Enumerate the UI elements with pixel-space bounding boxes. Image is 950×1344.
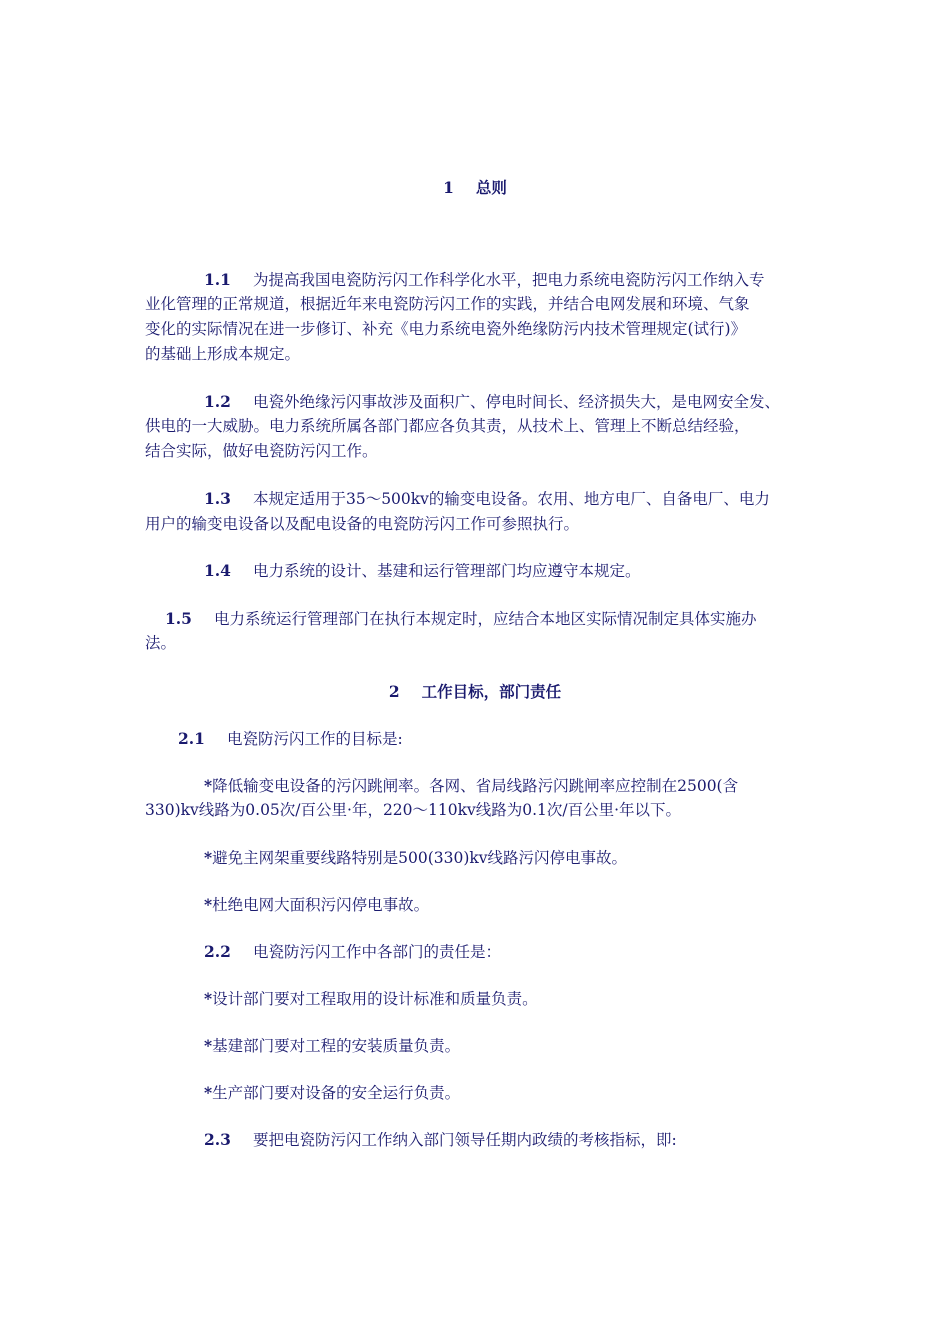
paragraph-1-2-line-2: 供电的一大威胁。电力系统所属各部门都应各负其责，从技术上、管理上不断总结经验， xyxy=(145,417,750,435)
paragraph-text: 为提高我国电瓷防污闪工作科学化水平，把电力系统电瓷防污闪工作纳入专 xyxy=(252,271,765,289)
bullet-star: * xyxy=(204,895,213,914)
bullet-star: * xyxy=(204,989,213,1008)
bullet-text: 避免主网架重要线路特别是500(330)kv线路污闪停电事故。 xyxy=(212,849,628,867)
chapter-number: 2 xyxy=(388,682,400,701)
section-number: 1.1 xyxy=(204,270,231,289)
paragraph-text: 电瓷防污闪工作中各部门的责任是： xyxy=(252,943,501,961)
bullet-5 xyxy=(204,1034,460,1058)
section-number: 1.5 xyxy=(165,609,192,628)
bullet-star: * xyxy=(204,776,213,795)
paragraph-1-5-line-1 xyxy=(165,607,756,631)
bullet-6 xyxy=(204,1081,460,1105)
chapter-1-heading xyxy=(0,176,950,198)
bullet-text: 生产部门要对设备的安全运行负责。 xyxy=(212,1084,461,1102)
paragraph-1-3-line-2: 用户的输变电设备以及配电设备的电瓷防污闪工作可参照执行。 xyxy=(145,515,580,533)
paragraph-2-2-line-1 xyxy=(204,940,501,964)
chapter-title: 工作目标，部门责任 xyxy=(421,682,562,701)
paragraph-1-1-line-3: 变化的实际情况在进一步修订、补充《电力系统电瓷外绝缘防污内技术管理规定(试行)》 xyxy=(145,320,747,338)
paragraph-1-4-line-1 xyxy=(204,559,640,583)
bullet-1-line-2: 330)kv线路为0.05次/百公里·年，220～110kv线路为0.1次/百公里·年以下。 xyxy=(145,801,682,819)
paragraph-1-2-line-3: 结合实际，做好电瓷防污闪工作。 xyxy=(145,442,378,460)
paragraph-1-1-line-2: 业化管理的正常规道，根据近年来电瓷防污闪工作的实践，并结合电网发展和环境、气象 xyxy=(145,295,750,313)
section-number: 2.3 xyxy=(204,1130,231,1149)
section-number: 2.2 xyxy=(204,942,231,961)
bullet-star: * xyxy=(204,1036,213,1055)
paragraph-text: 电瓷防污闪工作的目标是: xyxy=(226,730,403,748)
paragraph-text: 电力系统运行管理部门在执行本规定时，应结合本地区实际情况制定具体实施办 xyxy=(213,610,757,628)
paragraph-text: 电力系统的设计、基建和运行管理部门均应遵守本规定。 xyxy=(252,562,641,580)
paragraph-1-1-line-1 xyxy=(204,268,764,292)
paragraph-1-1-line-4: 的基础上形成本规定。 xyxy=(145,345,301,363)
paragraph-text: 电瓷外绝缘污闪事故涉及面积广、停电时间长、经济损失大，是电网安全发、 xyxy=(252,393,780,411)
section-number: 1.3 xyxy=(204,489,231,508)
section-number: 1.2 xyxy=(204,392,231,411)
bullet-3 xyxy=(204,893,429,917)
paragraph-2-1-line-1 xyxy=(178,727,403,751)
paragraph-2-3-line-1 xyxy=(204,1128,677,1152)
bullet-2 xyxy=(204,846,627,870)
bullet-text: 基建部门要对工程的安装质量负责。 xyxy=(212,1037,461,1055)
paragraph-1-2-line-1 xyxy=(204,390,780,414)
bullet-1-line-1 xyxy=(204,774,738,798)
chapter-2-heading xyxy=(0,680,950,702)
paragraph-1-5-line-2: 法。 xyxy=(145,634,177,652)
bullet-star: * xyxy=(204,848,213,867)
bullet-star: * xyxy=(204,1083,213,1102)
bullet-text: 设计部门要对工程取用的设计标准和质量负责。 xyxy=(212,990,538,1008)
paragraph-text: 本规定适用于35～500kv的输变电设备。农用、地方电厂、自备电厂、电力 xyxy=(252,490,770,508)
chapter-number: 1 xyxy=(443,178,454,197)
section-number: 2.1 xyxy=(178,729,205,748)
paragraph-text: 要把电瓷防污闪工作纳入部门领导任期内政绩的考核指标，即: xyxy=(252,1131,677,1149)
chapter-title: 总则 xyxy=(475,178,507,197)
bullet-text: 降低输变电设备的污闪跳闸率。各网、省局线路污闪跳闸率应控制在2500(含 xyxy=(212,777,739,795)
bullet-4 xyxy=(204,987,538,1011)
bullet-text: 杜绝电网大面积污闪停电事故。 xyxy=(212,896,430,914)
section-number: 1.4 xyxy=(204,561,231,580)
paragraph-1-3-line-1 xyxy=(204,487,770,511)
